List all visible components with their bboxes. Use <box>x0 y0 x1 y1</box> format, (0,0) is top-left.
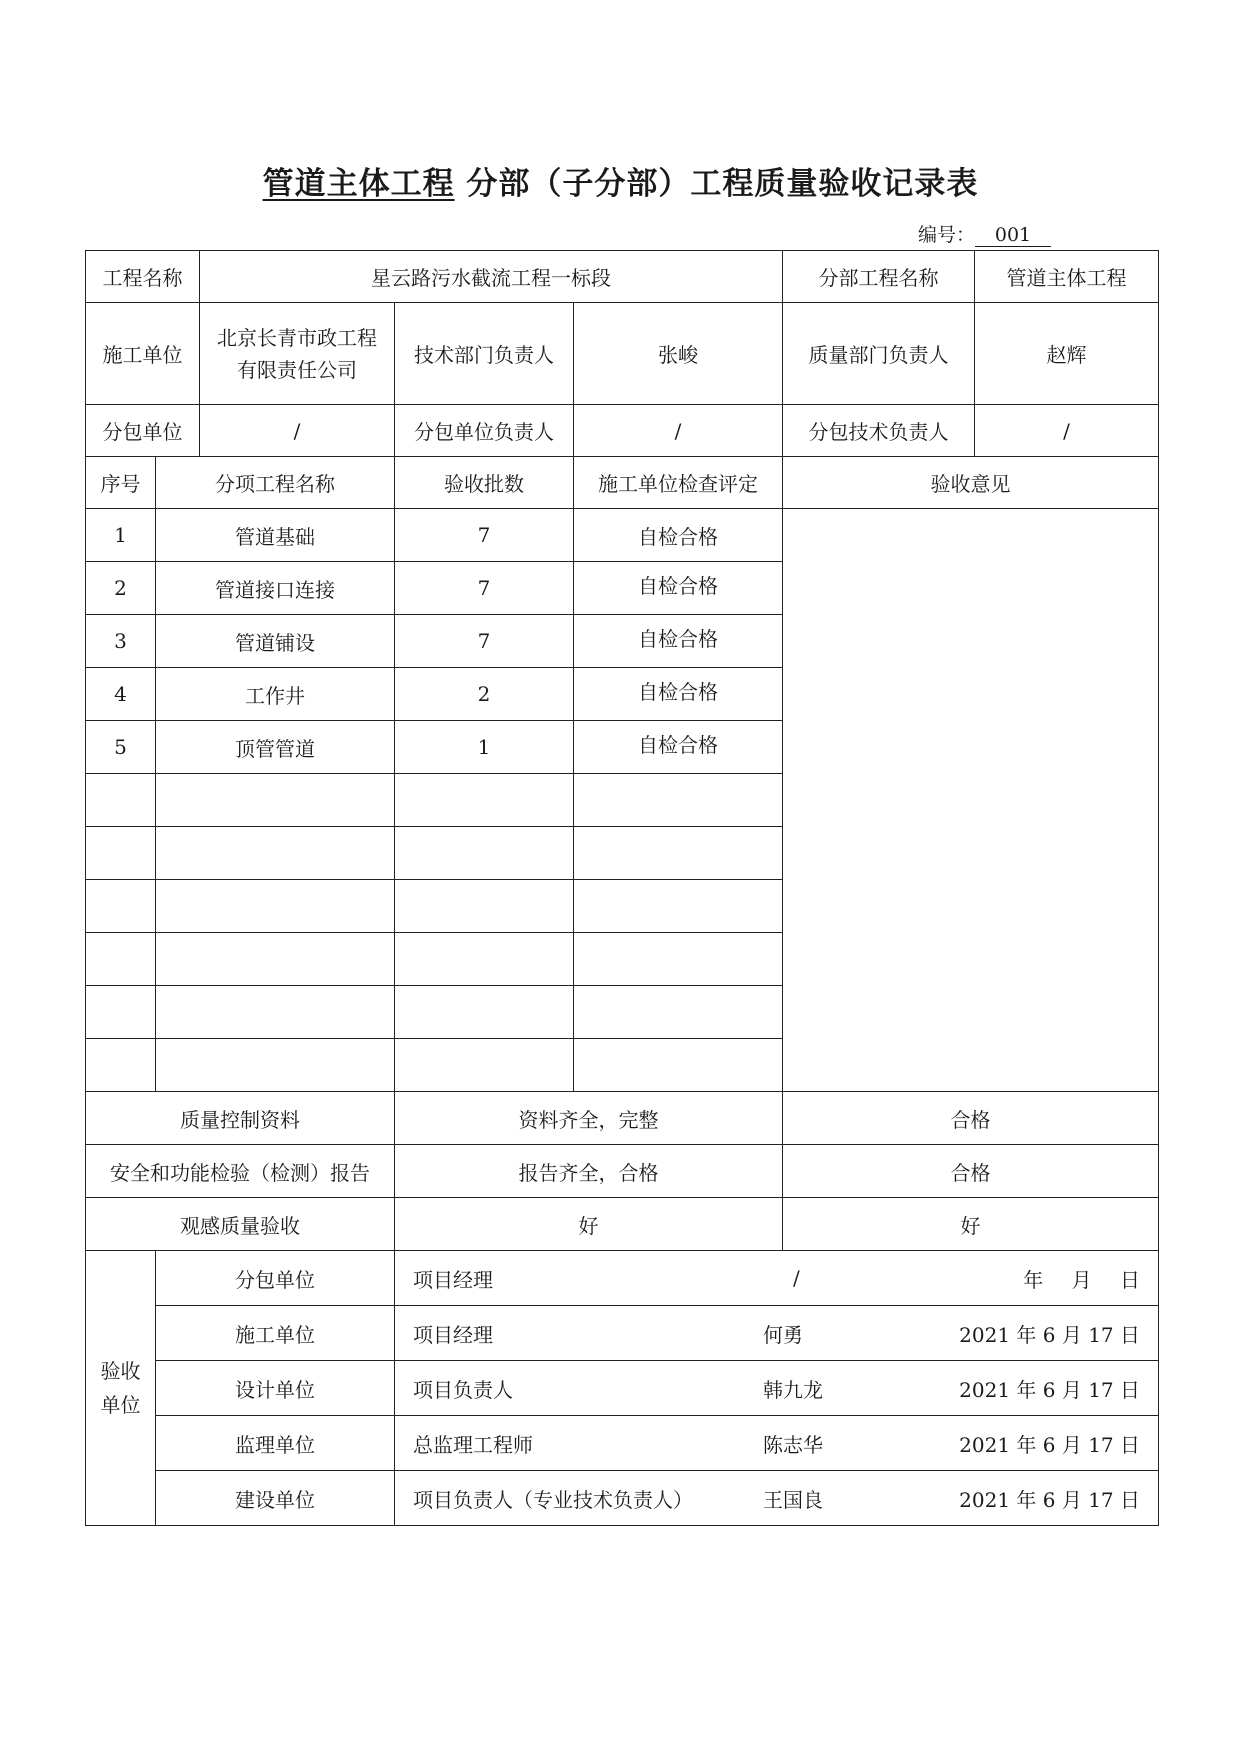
empty-cell <box>86 827 156 880</box>
item-no: 3 <box>86 615 156 668</box>
item-batches: 2 <box>395 668 574 721</box>
signature-unit: 建设单位 <box>156 1471 395 1526</box>
signature-row <box>86 1306 1159 1361</box>
signature-date: 2021 年 6 月 17 日 <box>959 1432 1141 1457</box>
empty-cell <box>156 1039 395 1092</box>
signature-row <box>86 1361 1159 1416</box>
empty-cell <box>86 1039 156 1092</box>
tech-head-value: 张峻 <box>574 303 783 405</box>
item-no: 2 <box>86 562 156 615</box>
signature-name: 韩九龙 <box>763 1377 823 1402</box>
item-name: 管道接口连接 <box>156 562 395 615</box>
signature-role: 项目经理 <box>413 1322 493 1347</box>
signature-unit: 监理单位 <box>156 1416 395 1471</box>
empty-cell <box>574 933 783 986</box>
summary-check: 资料齐全，完整 <box>395 1092 783 1145</box>
signature-unit: 分包单位 <box>156 1251 395 1306</box>
sub-tech-value: / <box>975 405 1159 457</box>
project-name-label: 工程名称 <box>86 251 200 303</box>
item-check: 自检合格 <box>574 721 783 774</box>
summary-row <box>86 1092 1159 1145</box>
acceptance-record-table <box>85 250 1159 1526</box>
summary-opinion: 合格 <box>783 1145 1159 1198</box>
sub-head-label: 分包单位负责人 <box>395 405 574 457</box>
summary-check: 报告齐全，合格 <box>395 1145 783 1198</box>
col-name-header: 分项工程名称 <box>156 457 395 509</box>
header-row-subcontractor <box>86 405 1159 457</box>
quality-head-label: 质量部门负责人 <box>783 303 975 405</box>
signature-name: 王国良 <box>763 1487 823 1512</box>
col-opinion-header: 验收意见 <box>783 457 1159 509</box>
sub-tech-label: 分包技术负责人 <box>783 405 975 457</box>
sub-head-value: / <box>574 405 783 457</box>
empty-cell <box>574 1039 783 1092</box>
empty-cell <box>574 880 783 933</box>
summary-label: 观感质量验收 <box>86 1198 395 1251</box>
empty-cell <box>156 986 395 1039</box>
signature-role: 总监理工程师 <box>413 1432 533 1457</box>
signature-unit: 设计单位 <box>156 1361 395 1416</box>
item-no: 5 <box>86 721 156 774</box>
signature-date: 2021 年 6 月 17 日 <box>959 1487 1141 1512</box>
document-number <box>918 220 1051 247</box>
signature-date: 年 月 日 <box>1023 1267 1141 1292</box>
opinion-cell <box>783 509 1159 1092</box>
document-number-value: 001 <box>975 224 1051 247</box>
title-form-name: 分部（子分部）工程质量验收记录表 <box>466 166 979 202</box>
acceptance-units-text: 验收单位 <box>100 1359 141 1417</box>
summary-row <box>86 1145 1159 1198</box>
signature-row <box>86 1251 1159 1306</box>
division-name-label: 分部工程名称 <box>783 251 975 303</box>
empty-cell <box>156 880 395 933</box>
item-no: 1 <box>86 509 156 562</box>
empty-cell <box>395 986 574 1039</box>
contractor-label: 施工单位 <box>86 303 200 405</box>
project-name-value: 星云路污水截流工程一标段 <box>200 251 783 303</box>
signature-name: 陈志华 <box>763 1432 823 1457</box>
empty-cell <box>86 774 156 827</box>
item-batches: 7 <box>395 509 574 562</box>
signature-cell <box>395 1251 1159 1306</box>
summary-opinion: 好 <box>783 1198 1159 1251</box>
col-check-header: 施工单位检查评定 <box>574 457 783 509</box>
title-project: 管道主体工程 <box>262 166 455 202</box>
empty-cell <box>395 774 574 827</box>
division-name-value: 管道主体工程 <box>975 251 1159 303</box>
page-title <box>0 158 1241 203</box>
signature-cell <box>395 1416 1159 1471</box>
item-no: 4 <box>86 668 156 721</box>
item-batches: 7 <box>395 562 574 615</box>
empty-cell <box>156 933 395 986</box>
acceptance-units-label <box>86 1251 156 1526</box>
summary-opinion: 合格 <box>783 1092 1159 1145</box>
col-no-header: 序号 <box>86 457 156 509</box>
summary-label: 质量控制资料 <box>86 1092 395 1145</box>
empty-cell <box>86 933 156 986</box>
empty-cell <box>156 827 395 880</box>
table-row <box>86 509 1159 562</box>
signature-unit: 施工单位 <box>156 1306 395 1361</box>
item-check: 自检合格 <box>574 562 783 615</box>
item-name: 管道铺设 <box>156 615 395 668</box>
header-row-contractor <box>86 303 1159 405</box>
empty-cell <box>156 774 395 827</box>
signature-role: 项目经理 <box>413 1267 493 1292</box>
signature-date: 2021 年 6 月 17 日 <box>959 1377 1141 1402</box>
item-batches: 7 <box>395 615 574 668</box>
tech-head-label: 技术部门负责人 <box>395 303 574 405</box>
item-check: 自检合格 <box>574 615 783 668</box>
empty-cell <box>395 880 574 933</box>
empty-cell <box>574 986 783 1039</box>
item-name: 顶管管道 <box>156 721 395 774</box>
summary-check: 好 <box>395 1198 783 1251</box>
empty-cell <box>574 827 783 880</box>
contractor-value: 北京长青市政工程有限责任公司 <box>200 303 395 405</box>
item-batches: 1 <box>395 721 574 774</box>
item-check: 自检合格 <box>574 509 783 562</box>
empty-cell <box>574 774 783 827</box>
signature-cell <box>395 1306 1159 1361</box>
empty-cell <box>395 827 574 880</box>
item-check: 自检合格 <box>574 668 783 721</box>
subcontractor-label: 分包单位 <box>86 405 200 457</box>
signature-name: / <box>793 1266 800 1290</box>
signature-row <box>86 1471 1159 1526</box>
empty-cell <box>395 933 574 986</box>
document-number-label: 编号： <box>918 224 976 246</box>
subcontractor-value: / <box>200 405 395 457</box>
signature-cell <box>395 1471 1159 1526</box>
empty-cell <box>86 986 156 1039</box>
header-row-project <box>86 251 1159 303</box>
signature-date: 2021 年 6 月 17 日 <box>959 1322 1141 1347</box>
items-header-row <box>86 457 1159 509</box>
signature-name: 何勇 <box>763 1322 803 1347</box>
empty-cell <box>395 1039 574 1092</box>
empty-cell <box>86 880 156 933</box>
quality-head-value: 赵辉 <box>975 303 1159 405</box>
summary-row <box>86 1198 1159 1251</box>
summary-label: 安全和功能检验（检测）报告 <box>86 1145 395 1198</box>
signature-row <box>86 1416 1159 1471</box>
signature-role: 项目负责人 <box>413 1377 513 1402</box>
item-name: 工作井 <box>156 668 395 721</box>
signature-cell <box>395 1361 1159 1416</box>
item-name: 管道基础 <box>156 509 395 562</box>
col-batches-header: 验收批数 <box>395 457 574 509</box>
signature-role: 项目负责人（专业技术负责人） <box>413 1487 693 1512</box>
